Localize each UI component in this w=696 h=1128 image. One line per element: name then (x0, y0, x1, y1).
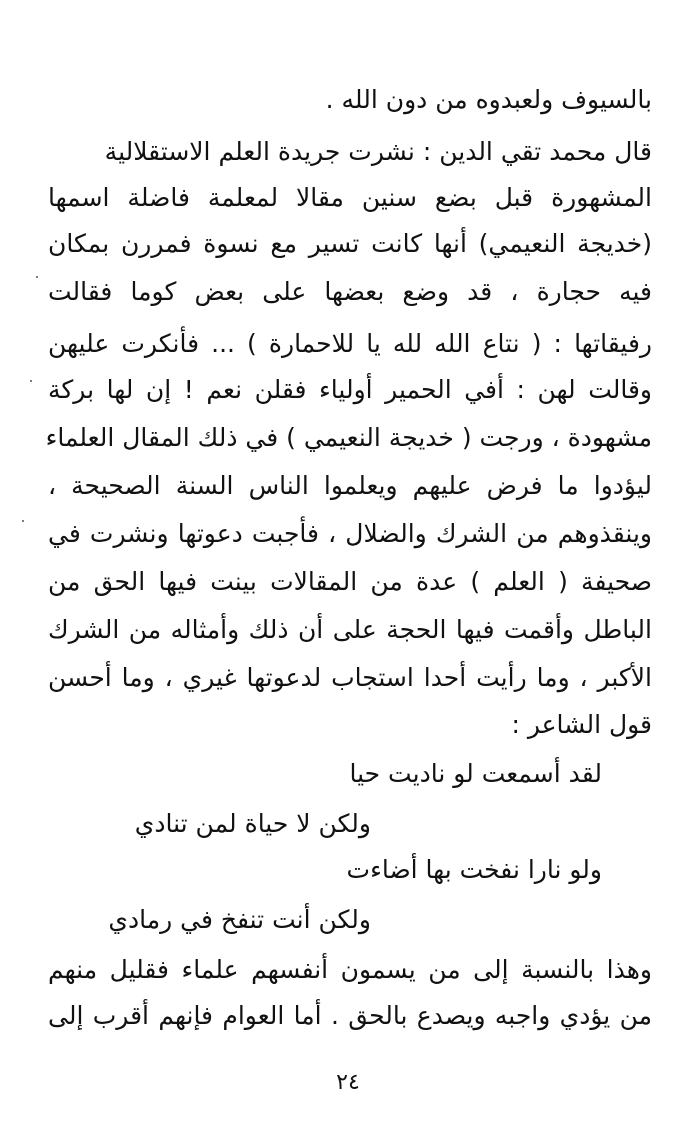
text-line: صحيفة ( العلم ) عدة من المقالات بينت فيها الحق من (48, 567, 652, 596)
text-line: (خديجة النعيمي) أنها كانت تسير مع نسوة فمررن بمكان (48, 229, 652, 258)
poem-verse: لقد أسمعت لو ناديت حيا (349, 759, 602, 788)
text-line: الأكبر ، وما رأيت أحدا استجاب لدعوتها غيري ، وما أحسن (48, 663, 652, 692)
text-line: مشهودة ، ورجت ( خديجة النعيمي ) في ذلك المقال العلماء (45, 423, 652, 452)
text-line: فيه حجارة ، قد وضع بعضها على بعض كوما فقالت (48, 277, 652, 306)
text-line: رفيقاتها : ( نتاع الله لله يا للاحمارة ) ... فأنكرت عليهن (48, 329, 652, 358)
text-line: وهذا بالنسبة إلى من يسمون أنفسهم علماء فقليل منهم (48, 955, 652, 984)
poem-verse: ولكن أنت تنفخ في رمادي (108, 905, 371, 934)
scan-speck (36, 276, 38, 278)
scan-speck (22, 520, 24, 522)
text-line: من يؤدي واجبه ويصدع بالحق . أما العوام فإنهم أقرب إلى (48, 1001, 652, 1030)
poem-verse: ولو نارا نفخت بها أضاءت (346, 855, 602, 884)
text-line: قال محمد تقي الدين : نشرت جريدة العلم الاستقلالية (104, 137, 652, 166)
text-line: وينقذوهم من الشرك والضلال ، فأجبت دعوتها ونشرت في (48, 519, 652, 548)
text-line: قول الشاعر : (511, 710, 652, 739)
text-line: المشهورة قبل بضع سنين مقالا لمعلمة فاضلة اسمها (48, 183, 652, 212)
text-line: ليؤدوا ما فرض عليهم ويعلموا الناس السنة الصحيحة ، (48, 471, 652, 500)
page-number: ٢٤ (336, 1070, 360, 1095)
scan-speck (30, 380, 32, 382)
text-line: بالسيوف ولعبدوه من دون الله . (325, 85, 652, 114)
poem-verse: ولكن لا حياة لمن تنادي (134, 809, 371, 838)
text-line: الباطل وأقمت فيها الحجة على أن ذلك وأمثاله من الشرك (48, 615, 652, 644)
text-line: وقالت لهن : أفي الحمير أولياء فقلن نعم ! إن لها بركة (48, 375, 652, 404)
